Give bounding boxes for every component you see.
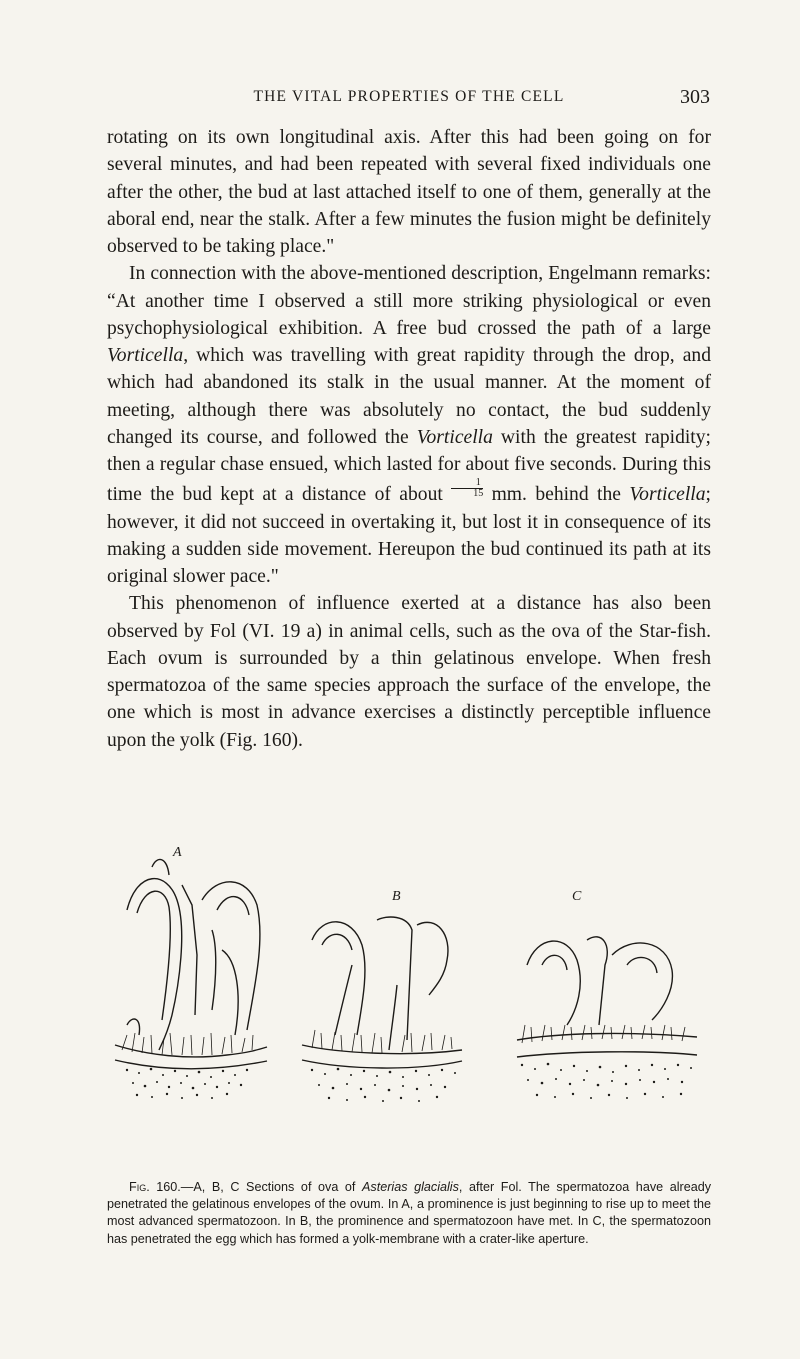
fraction-numerator: 1 [451,478,483,489]
caption-text [107,1179,711,1248]
paragraph-2-text-a: In connection with the above-mentioned description, Engelmann remarks: “At another time I observed a still more striking physiological or even psychophysiological exhibition. A free bud crossed the path of a large [107,263,711,339]
vorticella-term: Vorticella [416,426,493,448]
caption-part-2: , after Fol. The spermatozoa have already penetrated the gelatinous envelopes of the ovum. In A, a prominence is just beginning to rise up to meet the most advanced spermatozoon. In B, the prominence and spermatozoon have met. In C, the spermatozoon has penetrated the egg which has formed a yolk-membrane with a crater-like aperture. [107,1180,712,1246]
fraction-denominator: 15 [473,488,484,500]
caption-figure-label: Fig. 160. [129,1180,181,1194]
caption-part-1: —A, B, C Sections of ova of [180,1180,363,1194]
paragraph-2-text-e: ; however, it did not succeed in overtaking it, but lost it in consequence of its making a sudden side movement. Hereupon the bud continued its path at its original slower pace." [107,484,711,587]
figure-illustration [107,845,711,1175]
fraction [451,478,483,499]
section-b-yolk [311,1068,456,1102]
caption-species: Asterias glacialis [362,1180,459,1194]
vorticella-term: Vorticella [107,345,184,366]
figure-160 [107,845,711,1225]
paragraph-2-text-c: with the greatest rapidity; then a regular chase ensued, which lasted for about five seconds. During this time the bud kept at a distance of about [107,426,711,506]
figure-label-a: A [173,845,182,860]
page-number: 303 [680,86,710,108]
section-a-yolk [126,1068,248,1099]
paragraph-2 [107,260,711,590]
paragraph-2-text-b: , which was travelling with great rapidity through the drop, and which had abandoned its stalk in the usual manner. At the moment of meeting, although there was absolutely no contact, the bud suddenly changed its course, and followed the [107,345,711,448]
paragraph-1: rotating on its own longitudinal axis. After this had been going on for several minutes, and had been repeated with several fixed individuals one after the other, the bud at last attached itself to one of them, generally at the aboral end, near the stalk. After a few minutes the fusion might be definitely observed to be taking place." [107,127,711,257]
vorticella-term: Vorticella [629,484,706,506]
paragraph-3: This phenomenon of influence exerted at a distance has also been observed by Fol (VI. 19 a) in animal cells, such as the ova of the Star-fish. Each ovum is surrounded by a thin gelatinous envelope. When fresh spermatozoa of the same species approach the surface of the envelope, the one which is most in advance exercises a distinctly perceptible influence upon the yolk (Fig. 160). [107,593,711,751]
section-c-yolk [521,1063,692,1099]
running-head: THE VITAL PROPERTIES OF THE CELL [253,88,565,105]
figure-label-c: C [572,889,582,904]
figure-caption [107,1179,711,1248]
paragraph-2-text-d: mm. behind the [483,484,630,506]
section-b-drawing [302,917,462,1068]
body-text [107,124,711,754]
figure-label-b: B [392,889,401,904]
page-header [108,86,710,110]
section-c-drawing [517,937,697,1057]
